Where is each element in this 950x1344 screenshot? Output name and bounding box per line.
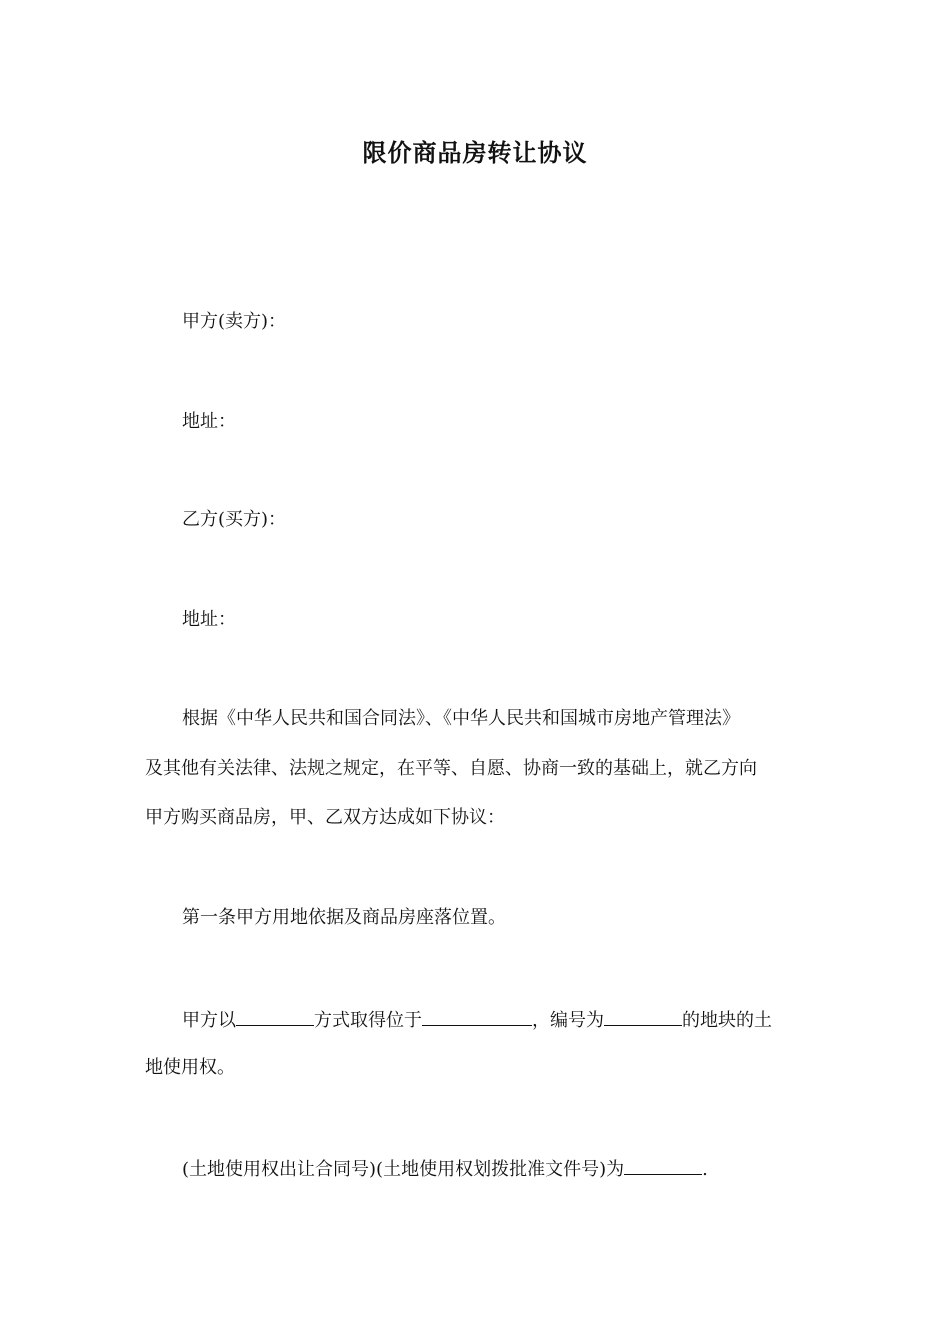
land-document-text: (土地使用权出让合同号)(土地使用权划拨批准文件号)为 bbox=[182, 1159, 625, 1180]
acquisition-method-blank bbox=[236, 1007, 314, 1026]
parcel-number-blank bbox=[604, 1007, 682, 1026]
party-a-address-label: 地址： bbox=[182, 411, 236, 432]
party-b-label: 乙方(买方)： bbox=[182, 509, 287, 530]
preamble-line-3: 甲方购买商品房，甲、乙双方达成如下协议： bbox=[145, 807, 505, 828]
location-blank bbox=[422, 1007, 532, 1026]
article-1-text-part-2: 方式取得位于 bbox=[314, 1010, 422, 1031]
article-1-text-part-3: ，编号为 bbox=[532, 1010, 604, 1031]
article-1-text-part-1: 甲方以 bbox=[182, 1010, 236, 1031]
preamble-line-2: 及其他有关法律、法规之规定，在平等、自愿、协商一致的基础上，就乙方向 bbox=[145, 758, 757, 779]
land-document-end: . bbox=[702, 1159, 708, 1180]
land-document-number-blank bbox=[624, 1156, 702, 1175]
article-1-line-2: 地使用权。 bbox=[145, 1057, 235, 1078]
party-a-label: 甲方(卖方)： bbox=[182, 311, 287, 332]
article-1-heading: 第一条甲方用地依据及商品房座落位置。 bbox=[182, 907, 506, 928]
preamble-line-1: 根据《中华人民共和国合同法》、《中华人民共和国城市房地产管理法》 bbox=[182, 708, 740, 729]
land-document-line bbox=[182, 1156, 708, 1182]
article-1-text-part-4: 的地块的土 bbox=[682, 1010, 772, 1031]
party-b-address-label: 地址： bbox=[182, 609, 236, 630]
document-title: 限价商品房转让协议 bbox=[362, 139, 588, 167]
article-1-line-1 bbox=[182, 1007, 772, 1033]
